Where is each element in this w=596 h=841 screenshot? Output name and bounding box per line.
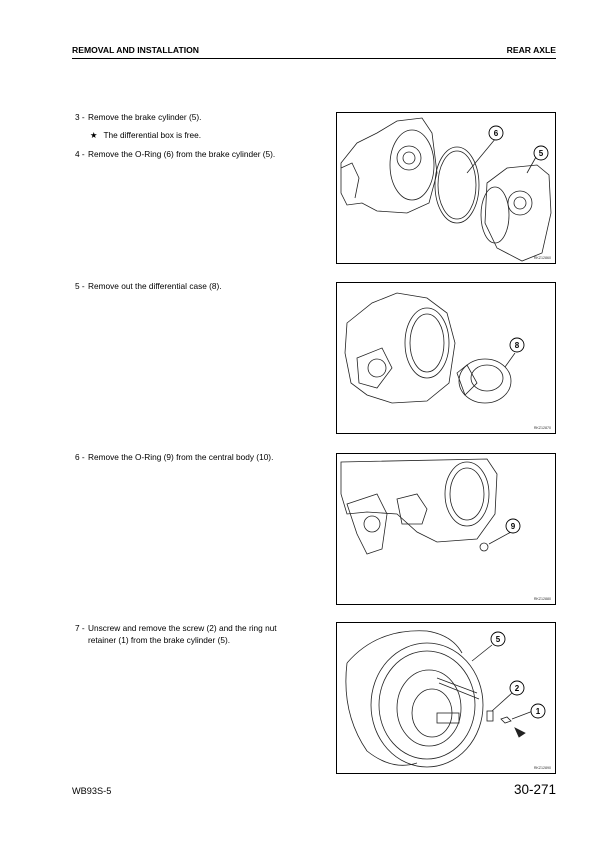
ring-nut-retainer-illustration	[337, 623, 555, 773]
svg-text:9: 9	[510, 522, 516, 531]
step-4: 4 - Remove the O-Ring (6) from the brake cylinder (5).	[75, 149, 276, 159]
step-6: 6 - Remove the O-Ring (9) from the central body (10).	[75, 452, 274, 462]
figure-brake-cylinder	[336, 112, 556, 264]
differential-case-illustration	[337, 283, 555, 433]
figure-code: RKZ12860	[533, 256, 551, 260]
svg-text:2: 2	[514, 684, 520, 693]
step-7: 7 - Unscrew and remove the screw (2) and the ring nut	[75, 623, 277, 633]
header-rule	[72, 58, 556, 59]
star-icon: ★	[90, 130, 98, 140]
central-body-illustration	[337, 454, 555, 604]
figure-code: RKZ12870	[533, 426, 551, 430]
step-3-note: ★ The differential box is free.	[90, 130, 202, 140]
figure-central-body	[336, 453, 556, 605]
svg-text:6: 6	[493, 129, 499, 138]
brake-cylinder-illustration	[337, 113, 555, 263]
svg-text:1: 1	[535, 707, 541, 716]
figure-ring-nut-retainer	[336, 622, 556, 774]
model-number: WB93S-5	[72, 786, 112, 796]
figure-code: RKZ12890	[533, 766, 551, 770]
section-title: REMOVAL AND INSTALLATION	[72, 45, 199, 55]
svg-text:5: 5	[538, 149, 544, 158]
step-7-continued: retainer (1) from the brake cylinder (5).	[88, 635, 231, 645]
figure-differential-case	[336, 282, 556, 434]
figure-code: RKZ12880	[533, 597, 551, 601]
step-3: 3 - Remove the brake cylinder (5).	[75, 112, 202, 122]
svg-text:8: 8	[514, 341, 520, 350]
svg-text:5: 5	[495, 635, 501, 644]
page-number: 30-271	[513, 782, 556, 797]
step-5: 5 - Remove out the differential case (8).	[75, 281, 222, 291]
topic-title: REAR AXLE	[506, 45, 556, 55]
